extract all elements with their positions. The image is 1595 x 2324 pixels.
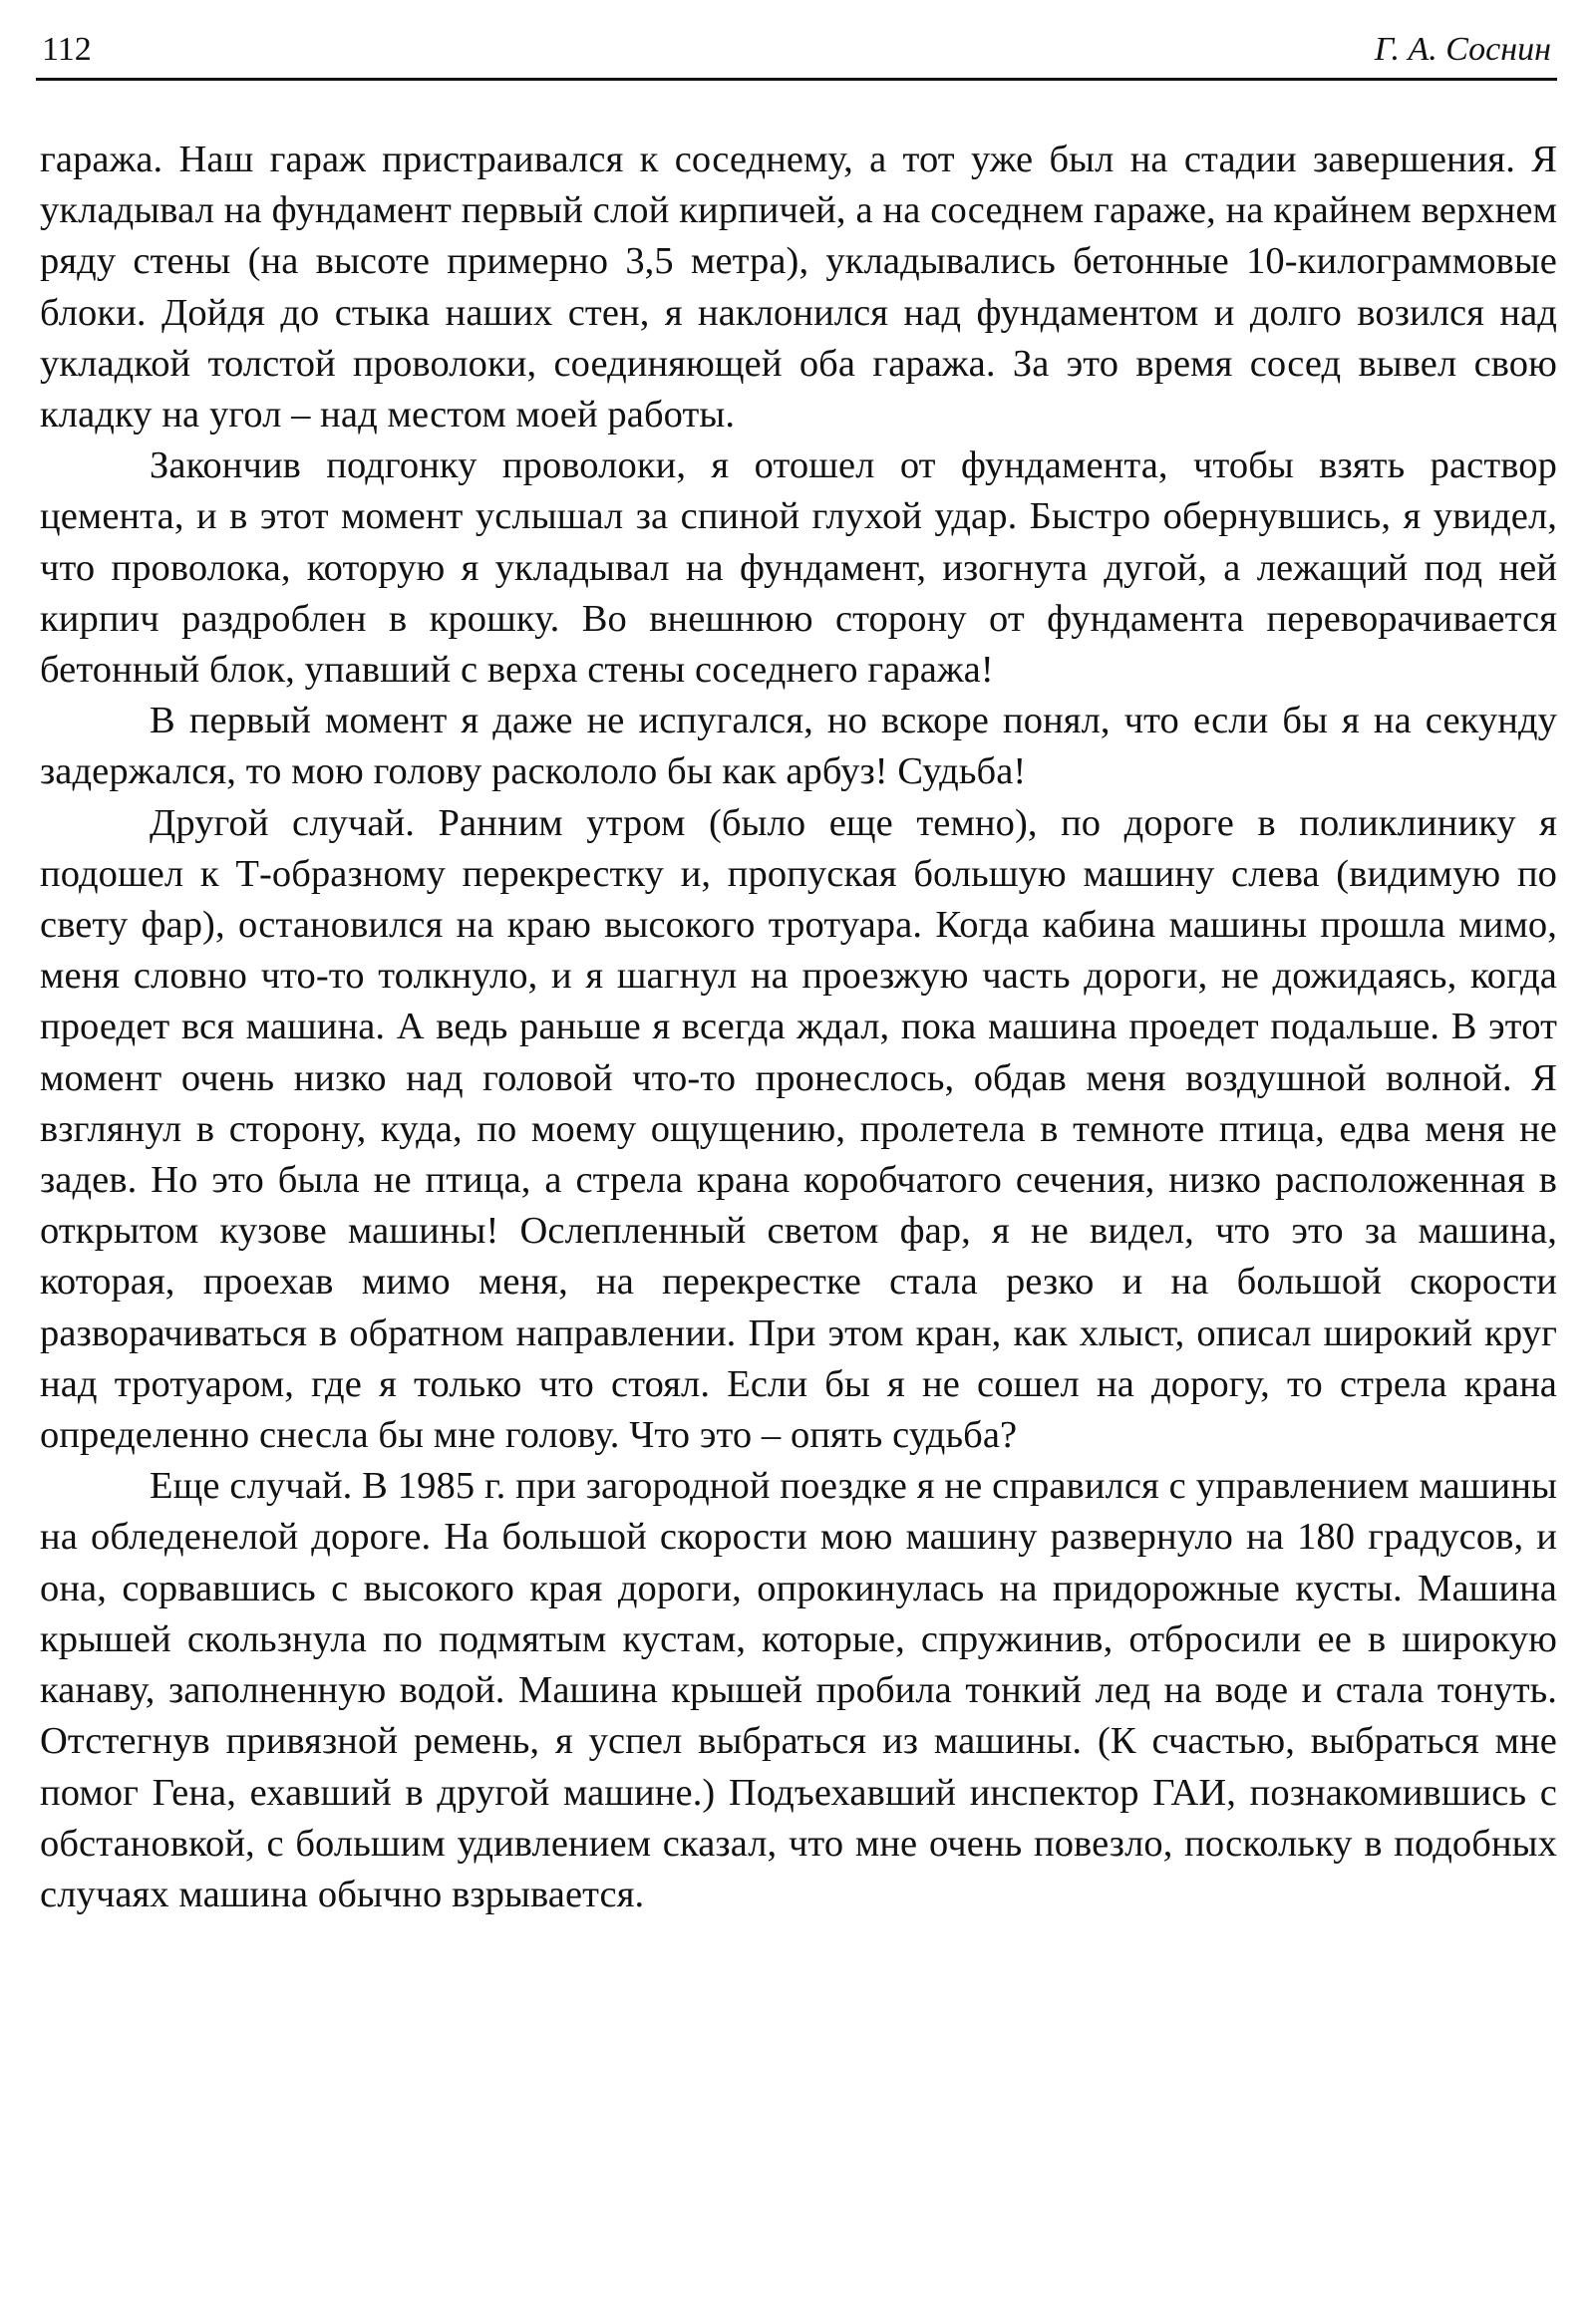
page-header	[36, 20, 1557, 80]
page-number: 112	[42, 31, 92, 68]
paragraph: Закончив подгонку проволоки, я отошел от фундамента, чтобы взять раствор цемента, и в этот момент услышал за спиной глухой удар. Быстро обернувшись, я увидел, что проволока, которую я укладывал на фундамент, изогнута дугой, а лежащий под ней кирпич раздроблен в крошку. Во внешнюю сторону от фундамента переворачивается бетонный блок, упавший с верха стены соседнего гаража!	[40, 444, 1557, 692]
page-body	[40, 135, 1557, 1920]
running-head-author: Г. А. Соснин	[1374, 31, 1551, 68]
paragraph: Другой случай. Ранним утром (было еще темно), по дороге в поликлинику я подошел к Т-образному перекрестку и, пропуская большую машину слева (видимую по свету фар), остановился на краю высокого тротуара. Когда кабина машины прошла мимо, меня словно что-то толкнуло, и я шагнул на проезжую часть дороги, не дожидаясь, когда проедет вся машина. А ведь раньше я всегда ждал, пока машина проедет подальше. В этот момент очень низко над головой что-то пронеслось, обдав меня воздушной волной. Я взглянул в сторону, куда, по моему ощущению, пролетела в темноте птица, едва меня не задев. Но это была не птица, а стрела крана коробчатого сечения, низко расположенная в открытом кузове машины! Ослепленный светом фар, я не видел, что это за машина, которая, проехав мимо меня, на перекрестке стала резко и на большой скорости разворачиваться в обратном направлении. При этом кран, как хлыст, описал широкий круг над тротуаром, где я только что стоял. Если бы я не сошел на дорогу, то стрела крана определенно снесла бы мне голову. Что это – опять судьба?	[40, 801, 1557, 1457]
paragraph: Еще случай. В 1985 г. при загородной поездке я не справился с управлением машины на обледенелой дороге. На большой скорости мою машину развернуло на 180 градусов, и она, сорвавшись с высокого края дороги, опрокинулась на придорожные кусты. Машина крышей скользнула по подмятым кустам, которые, спружинив, отбросили ее в широкую канаву, заполненную водой. Машина крышей пробила тонкий лед на воде и стала тонуть. Отстегнув привязной ремень, я успел выбраться из машины. (К счастью, выбраться мне помог Гена, ехавший в другой машине.) Подъехавший инспектор ГАИ, познакомившись с обстановкой, с большим удивлением сказал, что мне очень повезло, поскольку в подобных случаях машина обычно взрывается.	[40, 1465, 1557, 1915]
paragraph: В первый момент я даже не испугался, но вскоре понял, что если бы я на секунду задержался, то мою голову раскололо бы как арбуз! Судьба!	[40, 700, 1557, 793]
header-rule	[36, 78, 1557, 81]
paragraph: гаража. Наш гараж пристраивался к соседнему, а тот уже был на стадии завершения. Я укладывал на фундамент первый слой кирпичей, а на соседнем гараже, на крайнем верхнем ряду стены (на высоте примерно 3,5 метра), укладывались бетонные 10-килограммовые блоки. Дойдя до стыка наших стен, я наклонился над фундаментом и долго возился над укладкой толстой проволоки, соединяющей оба гаража. За это время сосед вывел свою кладку на угол – над местом моей работы.	[40, 139, 1557, 436]
